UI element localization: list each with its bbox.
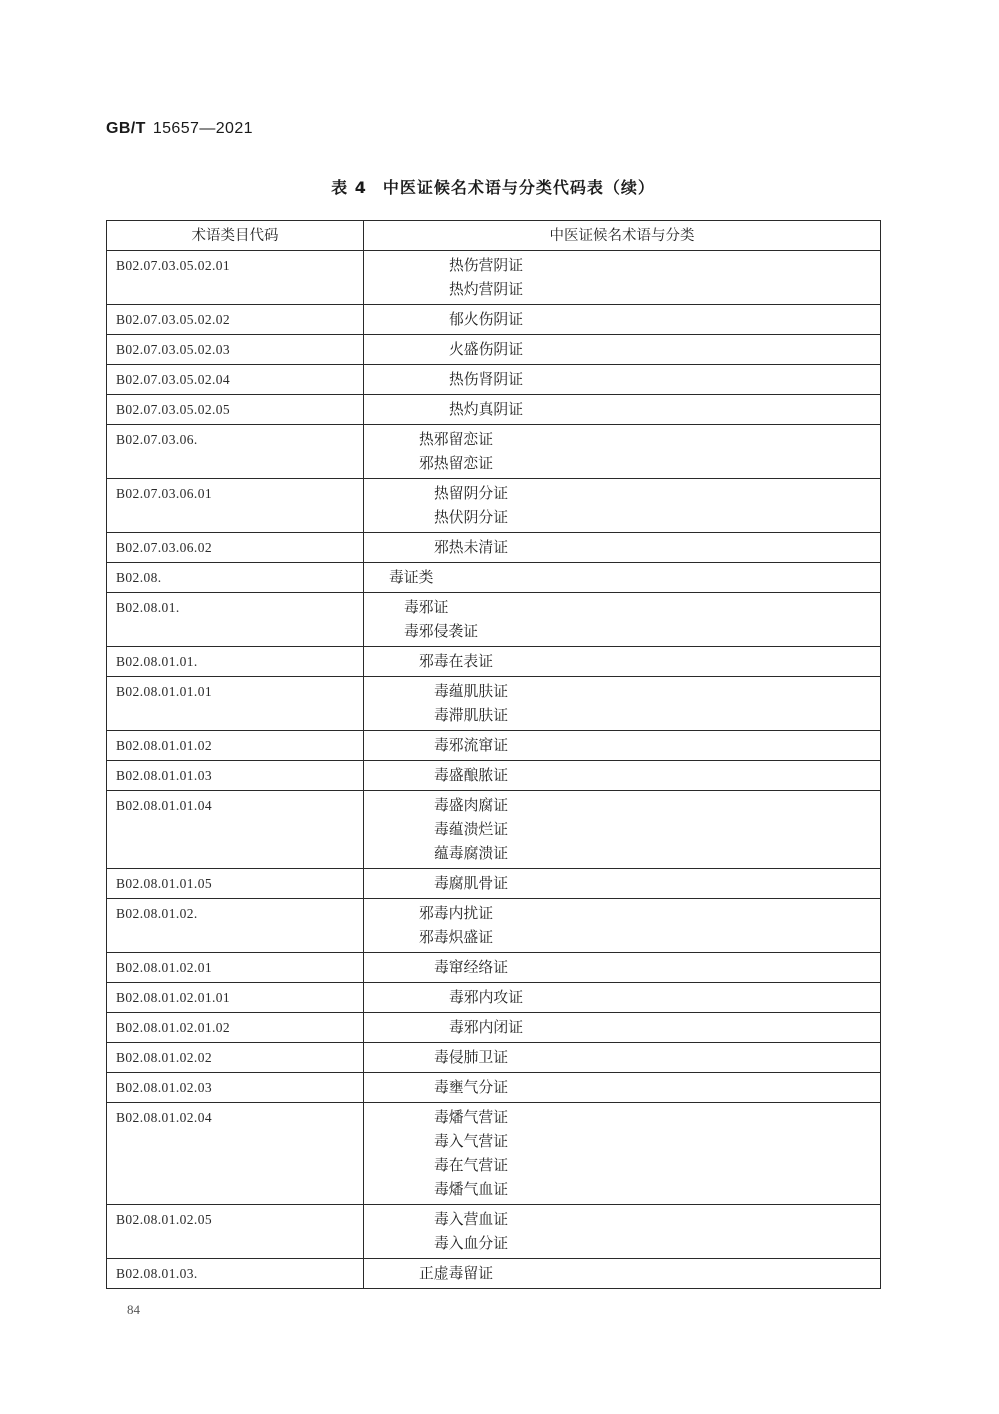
term-code-table <box>106 220 881 1289</box>
term-name: 毒壅气分证 <box>434 1080 508 1096</box>
table-row <box>107 899 881 953</box>
term-code-cell: B02.08.01.01.04 <box>107 791 364 869</box>
term-name: 毒证类 <box>389 570 434 586</box>
term-name-cell <box>364 365 881 395</box>
term-name-cell <box>364 395 881 425</box>
term-name-cell <box>364 677 881 731</box>
table-row <box>107 677 881 731</box>
column-header-term: 中医证候名术语与分类 <box>364 221 881 251</box>
term-code-cell: B02.07.03.05.02.03 <box>107 335 364 365</box>
term-code-cell: B02.08.01.02.01.01 <box>107 983 364 1013</box>
term-name: 热留阴分证 <box>434 486 508 502</box>
term-code-cell: B02.08.01.01.01 <box>107 677 364 731</box>
table-row <box>107 563 881 593</box>
term-name: 邪毒在表证 <box>419 654 493 670</box>
table-row <box>107 305 881 335</box>
term-name-cell <box>364 899 881 953</box>
table-header-row <box>107 221 881 251</box>
term-name-cell <box>364 479 881 533</box>
term-name: 热邪留恋证 <box>419 432 493 448</box>
term-name: 毒邪证 <box>404 600 449 616</box>
term-code-cell: B02.08.01.02.01.02 <box>107 1013 364 1043</box>
term-name-cell <box>364 869 881 899</box>
term-name-cell <box>364 1013 881 1043</box>
table-title <box>106 177 880 199</box>
term-name: 火盛伤阴证 <box>449 342 523 358</box>
term-name-cell <box>364 305 881 335</box>
term-name-cell <box>364 533 881 563</box>
term-name: 邪热未清证 <box>434 540 508 556</box>
term-code-cell: B02.08.01.02.03 <box>107 1073 364 1103</box>
term-name: 正虚毒留证 <box>419 1266 493 1282</box>
term-name: 毒侵肺卫证 <box>434 1050 508 1066</box>
term-code-cell: B02.07.03.05.02.02 <box>107 305 364 335</box>
term-name: 毒入营血证 <box>434 1212 508 1228</box>
term-name: 毒盛肉腐证 <box>434 798 508 814</box>
term-code-cell: B02.08.01.02.02 <box>107 1043 364 1073</box>
term-code-cell: B02.08.01.01.03 <box>107 761 364 791</box>
term-name-cell <box>364 251 881 305</box>
term-code-cell: B02.07.03.06.01 <box>107 479 364 533</box>
term-name-cell <box>364 1073 881 1103</box>
term-name-cell <box>364 593 881 647</box>
table-row <box>107 425 881 479</box>
table-row <box>107 395 881 425</box>
term-name: 毒在气营证 <box>434 1158 508 1174</box>
term-name: 毒窜经络证 <box>434 960 508 976</box>
term-name: 毒蕴溃烂证 <box>434 822 508 838</box>
term-code-cell: B02.08.01.02.05 <box>107 1205 364 1259</box>
term-name: 邪毒炽盛证 <box>419 930 493 946</box>
table-row <box>107 1013 881 1043</box>
table-body <box>107 251 881 1289</box>
term-name-cell <box>364 563 881 593</box>
term-name-cell <box>364 1103 881 1205</box>
table-row <box>107 953 881 983</box>
term-name-cell <box>364 425 881 479</box>
page-number: 84 <box>127 1302 140 1317</box>
table-row <box>107 1103 881 1205</box>
term-name-cell <box>364 1043 881 1073</box>
term-name-cell <box>364 1205 881 1259</box>
term-name: 毒盛酿脓证 <box>434 768 508 784</box>
table-row <box>107 479 881 533</box>
term-code-cell: B02.07.03.05.02.04 <box>107 365 364 395</box>
table-row <box>107 647 881 677</box>
standard-header <box>106 119 253 139</box>
table-row <box>107 335 881 365</box>
term-name: 郁火伤阴证 <box>449 312 523 328</box>
table-title-text: 中医证候名术语与分类代码表（续） <box>382 178 655 197</box>
table-row <box>107 593 881 647</box>
term-name: 毒燔气血证 <box>434 1182 508 1198</box>
term-code-cell: B02.08.01.01. <box>107 647 364 677</box>
table-row <box>107 1073 881 1103</box>
table-row <box>107 761 881 791</box>
table-row <box>107 1205 881 1259</box>
term-name-cell <box>364 761 881 791</box>
term-name: 毒蕴肌肤证 <box>434 684 508 700</box>
table-title-label: 表 4 <box>331 178 367 197</box>
term-code-cell: B02.07.03.06. <box>107 425 364 479</box>
term-code-cell: B02.08.01.02.01 <box>107 953 364 983</box>
column-header-code: 术语类目代码 <box>107 221 364 251</box>
term-code-cell: B02.07.03.05.02.05 <box>107 395 364 425</box>
term-name: 毒燔气营证 <box>434 1110 508 1126</box>
term-name: 毒腐肌骨证 <box>434 876 508 892</box>
term-name: 蕴毒腐溃证 <box>434 846 508 862</box>
term-code-cell: B02.08.01.01.05 <box>107 869 364 899</box>
term-name-cell <box>364 1259 881 1289</box>
standard-prefix: GB/T <box>106 120 146 137</box>
term-name: 热伤肾阴证 <box>449 372 523 388</box>
term-name-cell <box>364 953 881 983</box>
term-name-cell <box>364 983 881 1013</box>
term-name: 毒邪流窜证 <box>434 738 508 754</box>
term-name: 热灼营阴证 <box>449 282 523 298</box>
term-name: 毒滞肌肤证 <box>434 708 508 724</box>
table-row <box>107 1259 881 1289</box>
table-row <box>107 791 881 869</box>
term-name-cell <box>364 335 881 365</box>
term-code-cell: B02.08.01.01.02 <box>107 731 364 761</box>
table-row <box>107 731 881 761</box>
term-name-cell <box>364 647 881 677</box>
term-name: 邪毒内扰证 <box>419 906 493 922</box>
term-code-cell: B02.08.01.02.04 <box>107 1103 364 1205</box>
term-code-cell: B02.08.01.02. <box>107 899 364 953</box>
term-code-cell: B02.07.03.06.02 <box>107 533 364 563</box>
table-row <box>107 983 881 1013</box>
table-row <box>107 1043 881 1073</box>
term-name: 热伤营阴证 <box>449 258 523 274</box>
term-name: 毒邪内攻证 <box>449 990 523 1006</box>
term-name: 热灼真阴证 <box>449 402 523 418</box>
table-row <box>107 251 881 305</box>
term-name-cell <box>364 731 881 761</box>
term-name: 热伏阴分证 <box>434 510 508 526</box>
table-row <box>107 869 881 899</box>
standard-number: 15657—2021 <box>152 120 253 137</box>
table-row <box>107 365 881 395</box>
term-name: 毒入血分证 <box>434 1236 508 1252</box>
term-name-cell <box>364 791 881 869</box>
term-code-cell: B02.08.01.03. <box>107 1259 364 1289</box>
term-name: 毒入气营证 <box>434 1134 508 1150</box>
term-code-cell: B02.08. <box>107 563 364 593</box>
table-row <box>107 533 881 563</box>
term-name: 毒邪侵袭证 <box>404 624 478 640</box>
term-code-cell: B02.08.01. <box>107 593 364 647</box>
term-name: 邪热留恋证 <box>419 456 493 472</box>
term-name: 毒邪内闭证 <box>449 1020 523 1036</box>
term-code-cell: B02.07.03.05.02.01 <box>107 251 364 305</box>
